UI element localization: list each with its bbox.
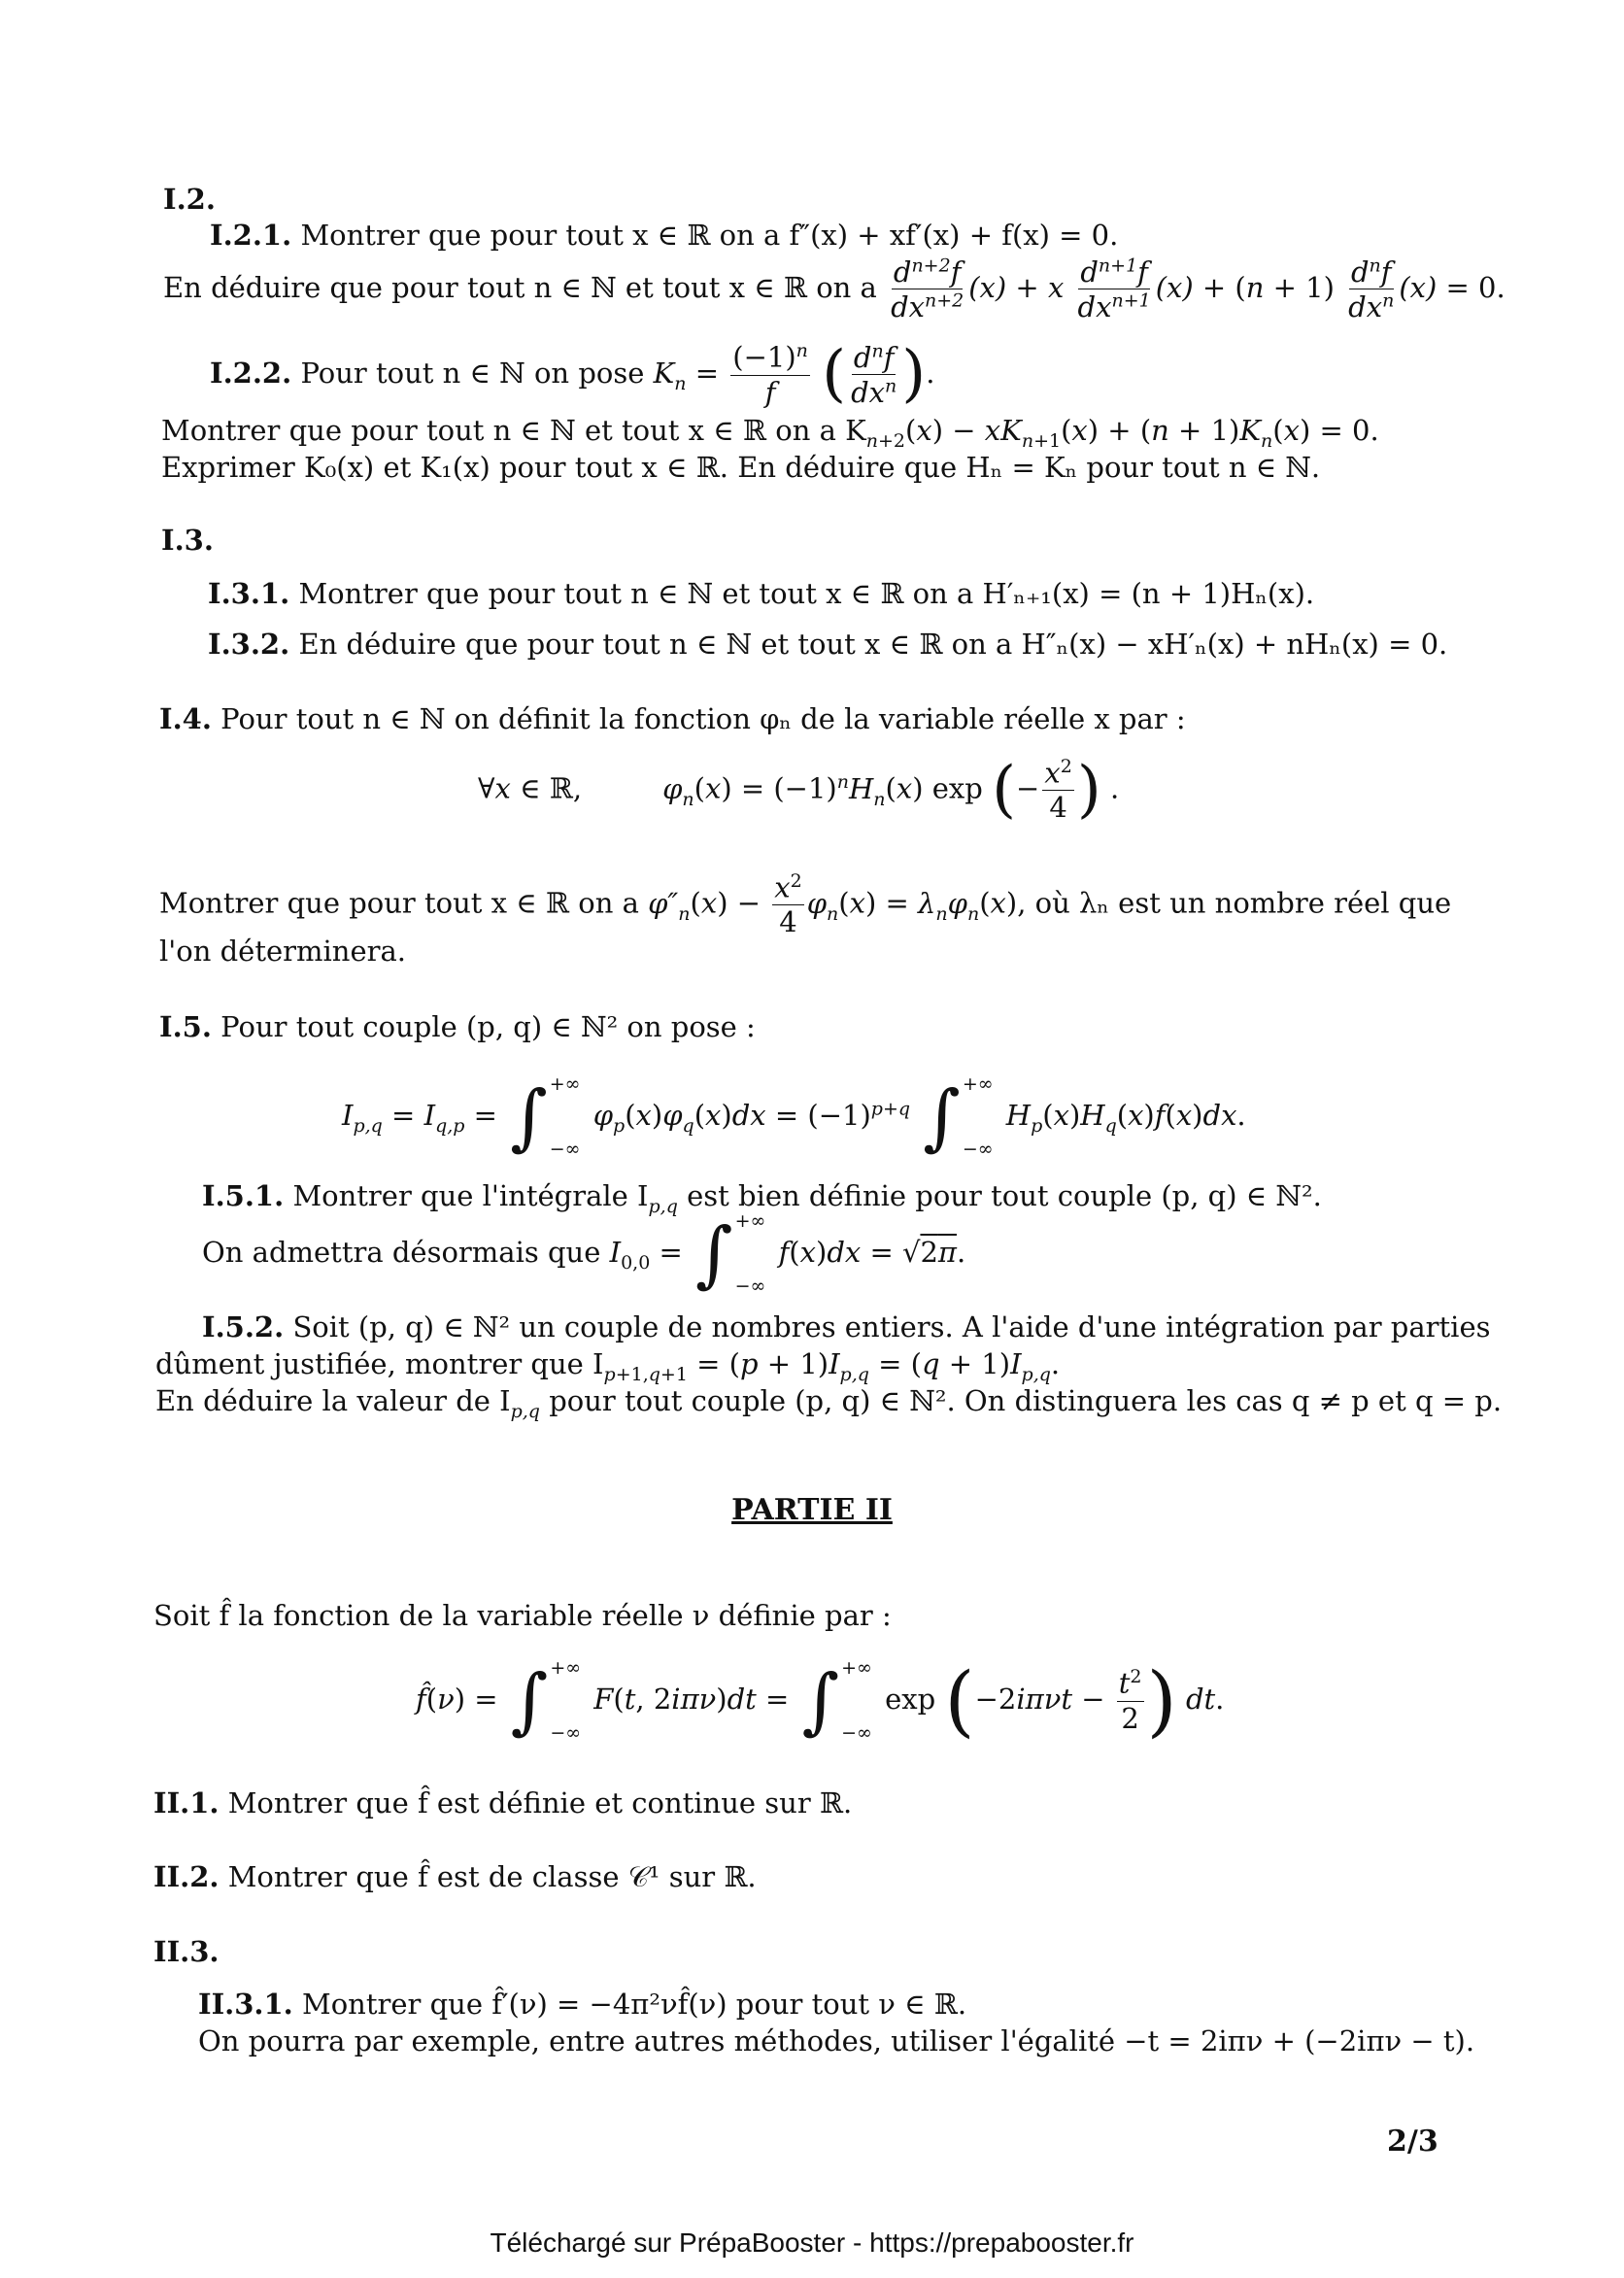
footer-download-link[interactable]: Téléchargé sur PrépaBooster - https://prepabooster.fr [490,2227,1134,2258]
page-number: 2/3 [1387,2125,1438,2159]
label-i4: I.4. [159,702,212,735]
text-i5: Pour tout couple (p, q) ∈ ℕ² on pose : [220,1010,756,1043]
part2-title: PARTIE II [731,1493,893,1527]
formula-fhat: f̂(ν) = ∫ +∞ −∞ F(t, 2iπν)dt = ∫ +∞ −∞ exp (−2iπνt − $\frac{t^2}{2}$ ) dt. [416,1655,1225,1746]
text-i21: Montrer que pour tout x ∈ ℝ on a f″(x) + xf′(x) + f(x) = 0. [300,219,1119,252]
part2-intro: Soit f̂ la fonction de la variable réelle ν définie par : [153,1599,892,1632]
label-ii31: II.3.1. [198,1988,293,2021]
text-i52-line3: En déduire la valeur de $I_{p,q}$ pour tout couple (p, q) ∈ ℕ². On distinguera les cas q ≠ p et q = p. [155,1384,1503,1422]
question-i5 [159,1009,756,1046]
text-i31: Montrer que pour tout n ∈ ℕ et tout x ∈ ℝ on a H′ₙ₊₁(x) = (n + 1)Hₙ(x). [298,577,1315,610]
label-i51: I.5.1. [202,1179,285,1212]
text-i52-line2: dûment justifiée, montrer que $I_{p+1,q+1} = (p + 1)I_{p,q} = (q + 1)I_{p,q}$. [155,1347,1061,1385]
formula-phi-n: ∀x ∈ ℝ, $\varphi_n(x) = (-1)^nH_n(x)$ exp (− $\frac{x^2}{4}$ ) . [478,753,1120,826]
label-ii2: II.2. [153,1860,220,1893]
heading-i2: I.2. [163,183,216,216]
text-i4: Pour tout n ∈ ℕ on définit la fonction φₙ de la variable réelle x par : [220,702,1186,735]
text-i22-line3: Exprimer K₀(x) et K₁(x) pour tout x ∈ ℝ. En déduire que Hₙ = Kₙ pour tout n ∈ ℕ. [161,451,1321,484]
question-ii2: II.2. Montrer que f̂ est de classe 𝒞¹ sur ℝ. [153,1860,757,1893]
question-ii31: II.3.1. Montrer que f̂′(ν) = −4π²νf̂(ν) pour tout ν ∈ ℝ. [198,1988,967,2021]
label-i5: I.5. [159,1010,212,1043]
label-ii1: II.1. [153,1786,220,1819]
question-i31 [208,576,1314,613]
text-i4-line3: l'on déterminera. [159,935,406,968]
question-i51: I.5.1. Montrer que l'intégrale $I_{p,q}$ est bien définie pour tout couple (p, q) ∈ ℕ². [202,1179,1322,1217]
text-i4-line2: Montrer que pour tout x ∈ ℝ on a $\varphi''_n(x)$ − $\frac{x^2}{4}$ $\varphi_n(x) = \lambda_n\varphi_n(x)$, où λₙ est un nombre réel que [159,870,1452,939]
text-i22-line2: Montrer que pour tout n ∈ ℕ et tout x ∈ ℝ on a $K_{n+2}(x) - xK_{n+1}(x) + (n + 1)K_n(x) = 0$. [161,414,1379,452]
question-i4 [159,701,1186,738]
label-i21: I.2.1. [210,219,292,252]
text-ii31-line2: On pourra par exemple, entre autres méthodes, utiliser l'égalité −t = 2iπν + (−2iπν − t). [198,2024,1475,2057]
label-i22: I.2.2. [210,356,292,390]
question-i22: I.2.2. Pour tout n ∈ ℕ on pose $K_n$ = $\frac{(-1)^n}{f}$ ( $\frac{d^nf}{dx^n}$ ). [210,338,935,411]
heading-i3: I.3. [161,524,214,557]
formula-ipq: $I_{p,q} = I_{q,p}$ = ∫ +∞ −∞ $\varphi_p(x)\varphi_q(x)dx = (-1)^{p+q}$ ∫ +∞ −∞ $H_p(x)H_q(x)f(x)dx$. [342,1073,1246,1161]
label-i31: I.3.1. [208,577,290,610]
question-i52: I.5.2. Soit (p, q) ∈ ℕ² un couple de nombres entiers. A l'aide d'une intégration par parties [202,1310,1491,1343]
question-i21 [210,218,1118,255]
heading-ii3: II.3. [153,1935,220,1968]
label-i32: I.3.2. [208,628,290,661]
formula-i00: On admettra désormais que $I_{0,0}$ = ∫ +∞ −∞ f(x)dx = √2π. [202,1210,966,1298]
label-i52: I.5.2. [202,1310,285,1343]
text-i22: Pour tout n ∈ ℕ on pose [300,356,645,390]
question-i32 [208,627,1447,663]
text-i21-line2: En déduire que pour tout n ∈ ℕ et tout x ∈ ℝ on a [163,270,877,304]
text-i32: En déduire que pour tout n ∈ ℕ et tout x ∈ ℝ on a H″ₙ(x) − xH′ₙ(x) + nHₙ(x) = 0. [298,628,1448,661]
question-ii1: II.1. Montrer que f̂ est définie et continue sur ℝ. [153,1786,853,1819]
formula-i21-line: En déduire que pour tout n ∈ ℕ et tout x ∈ ℝ on a $\frac{d^{n+2}f}{dx^{n+2}}$ (x) + x $\frac{d^{n+1}f}{dx^{n+1}}$ (x) + (n + 1) $\frac{d^nf}{dx^n}$ (x) = 0. [163,255,1506,324]
